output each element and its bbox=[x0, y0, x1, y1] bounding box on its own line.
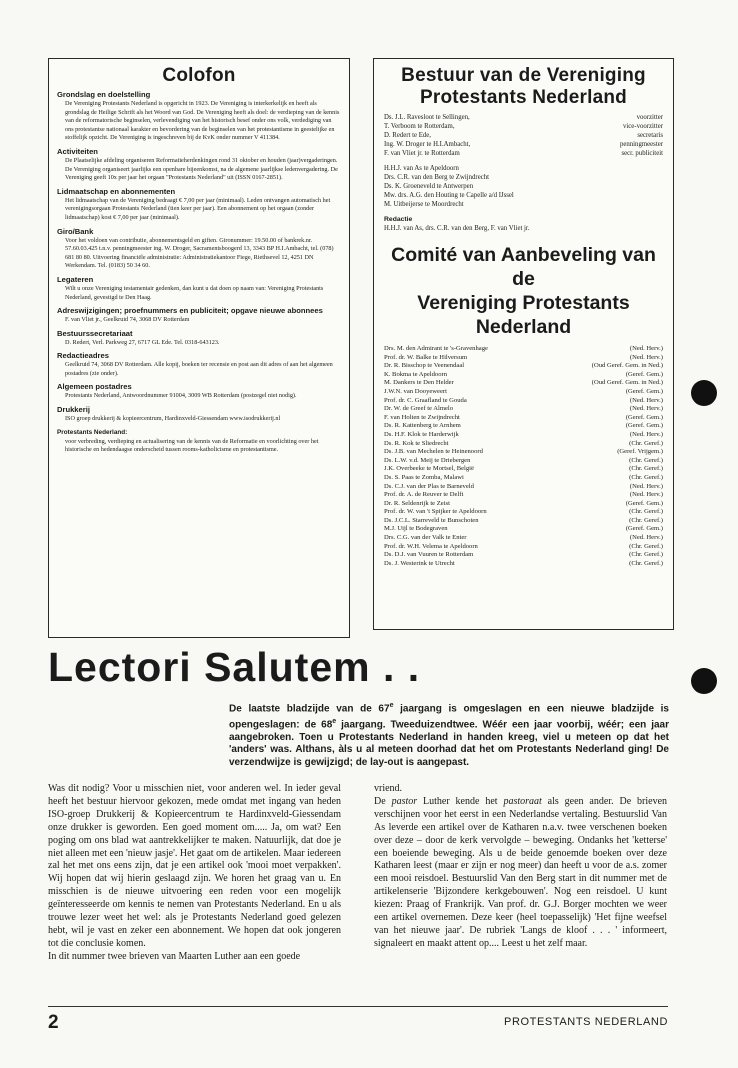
col2-emphasis-1: pastor bbox=[391, 795, 418, 807]
footer-publication-title: PROTESTANTS NEDERLAND bbox=[504, 1016, 668, 1028]
article-column-2 bbox=[374, 783, 667, 951]
colofon-section-heading: Drukkerij bbox=[57, 405, 90, 415]
comite-member-name: Prof. dr. A. de Reuver te Delft bbox=[384, 491, 464, 499]
comite-member-name: J.K. Overbeeke te Mortsel, België bbox=[384, 465, 474, 473]
colofon-section-text: Wilt u onze Vereniging testamentair gedenken, dan kunt u dat doen op naam van: Vereniging Protestants Nederland, gevestigd te Den Haag. bbox=[65, 284, 324, 301]
redactie-label: Redactie bbox=[384, 216, 413, 223]
col2-text-c: als geen ander. De brieven verschijnen voor het eerst in een Nederlandse vertaling. Bestuurslid Van As leverde een artikel over de Katharen n.a.v. twee verschenen boeken over deze – door de kerk vervolgde – beweging. Ondanks het 'ketterse' een boeiende beweging. Als u de beide genoemde boeken over deze Katharen leest (maar er zijn er nog meer) dan heeft u voor de a.s. zomer een mooi reisdoel. Bestuurslid Van den Berg start in dit nummer met de artikelenserie 'Bijzondere kerkgebouwen'. Nog een reisdoel. U kunt kiezen: Praag of Frankrijk. Van prof. dr. G.J. Borger mochten we weer een artikel overnemen. Deze keer (heel toepasselijk) 'Het fijne weefsel van het nieuwe jaar'. De rubriek 'Langs de kloof . . . ' informeert, signaleert en maakt attent op.... Leest u het zelf maar. bbox=[374, 795, 668, 949]
comite-member-name: Prof. dr. W. Balke te Hilversum bbox=[384, 353, 468, 361]
colofon-section bbox=[57, 351, 341, 378]
bestuur-roles bbox=[620, 113, 663, 158]
bestuur-other-members bbox=[384, 164, 663, 209]
bestuur-other-member: H.H.J. van As te Apeldoorn bbox=[384, 165, 459, 172]
bestuur-member-role: voorzitter bbox=[636, 114, 663, 121]
colofon-section-text: Geelkruid 74, 3068 DV Rotterdam. Alle kopij, boeken ter recensie en post aan dit adres of aan het algemeen postadres (zie onder). bbox=[65, 361, 333, 377]
comite-member-church: (Geref. Gem.) bbox=[625, 370, 663, 378]
colofon-section-heading: Algemeen postadres bbox=[57, 382, 132, 392]
colofon-title: Colofon bbox=[162, 65, 236, 86]
bestuur-member-name: Ing. W. Droger te H.I.Ambacht, bbox=[384, 141, 471, 148]
article-intro bbox=[229, 700, 669, 769]
comite-member-name: Drs. M. den Admirant te 's-Gravenhage bbox=[384, 345, 488, 352]
comite-member-row bbox=[384, 388, 663, 397]
comite-member-row bbox=[384, 371, 663, 380]
comite-member-name: J.W.N. van Dooyeweert bbox=[384, 387, 447, 395]
bestuur-member-role: secretaris bbox=[637, 132, 663, 139]
bestuur-other-member: Mw. drs. A.G. den Houting te Capelle a/d IJssel bbox=[384, 192, 514, 199]
comite-member-row bbox=[384, 440, 663, 449]
colofon-section-text: Voor het voldoen van contributie, abonnementsgeld en giften. Gironummer: 19.50.00 of bankrek.nr. 57.60.03.425 t.n.v. penningmeester ing. W. Droger, Sacramentsboogerd 13, 3343 BP H.I.Ambacht, tel. (078) 681 80 80. Uitvoering financiële administratie: Administratiekantoor Fiege, Riethsevel 12, 4251 DN Werkendam. Tel. (0183) 50 34 60. bbox=[65, 236, 334, 270]
comite-member-row bbox=[384, 465, 663, 474]
comite-member-name: Ds. J. Westerink te Utrecht bbox=[384, 559, 455, 567]
comite-member-church: (Ned. Herv.) bbox=[629, 353, 663, 361]
bestuur-box bbox=[373, 58, 674, 630]
bestuur-member-name: Ds. J.L. Ravesloot te Sellingen, bbox=[384, 114, 470, 121]
comite-member-row bbox=[384, 414, 663, 423]
comite-member-row bbox=[384, 560, 663, 569]
bestuur-other-member: Drs. C.R. van den Berg te Zwijndrecht bbox=[384, 174, 490, 181]
colofon-section-heading: Redactieadres bbox=[57, 351, 109, 361]
redactie-text: H.H.J. van As, drs. C.R. van den Berg, F. van Vliet jr. bbox=[384, 225, 530, 232]
comite-member-church: (Chr. Geref.) bbox=[629, 465, 663, 473]
comite-member-church: (Geref. Vrijgem.) bbox=[617, 448, 663, 456]
comite-member-church: (Chr. Geref.) bbox=[629, 542, 663, 550]
bestuur-member-role: penningmeester bbox=[619, 141, 663, 148]
bestuur-member-name: D. Redert te Ede, bbox=[384, 132, 431, 139]
column-1-paragraph-1: Was dit nodig? Voor u misschien niet, voor anderen wel. In ieder geval heeft het bestuur hiervoor gekozen, mede omdat met ingang van heden ISO-groep Drukkerij & Kopieercentrum te Hardinxveld-Giessendam onze drukker is geworden. Een goed moment om..... Ja, om wat? Een poging om ons blad wat aantrekkelijker te maken. Natuurlijk, dat doe je niet alleen met een 'nieuw jasje'. Het gaat om de artikelen. Maar iedereen zal het met ons eens zijn, dat je een artikel ook 'mooi moet verpakken'. Wij hopen dat wij hierin geslaagd zijn. We horen het graag van u. En misschien is de nieuwe uitvoering een reden voor een mogelijk geïnteresseerde om kennis te nemen van Protestants Nederland. En u als trouwe lezer weet het wel: als je Protestants Nederland goed gelezen hebt, wil je vast en zeker een abonnement. We hopen dat ook jongeren tot die conclusie komen. bbox=[48, 783, 341, 949]
colofon-box bbox=[48, 58, 350, 638]
intro-part-1: De laatste bladzijde van de 67 bbox=[229, 703, 390, 715]
colofon-section-text: voor verbreding, verdieping en actualisering van de kennis van de Reformatie en voorlichting over het historische en hedendaagse onderscheid tussen rooms-katholicisme en protestantisme. bbox=[65, 437, 319, 454]
colofon-section bbox=[57, 405, 341, 424]
comite-member-church: (Geref. Gem.) bbox=[625, 422, 663, 430]
comite-member-church: (Ned. Herv.) bbox=[629, 534, 663, 542]
comite-member-row bbox=[384, 500, 663, 509]
comite-member-row bbox=[384, 397, 663, 406]
article-column-1 bbox=[48, 783, 341, 964]
comite-member-church: (Oud Geref. Gem. in Ned.) bbox=[591, 379, 663, 387]
colofon-section-heading: Protestants Nederland: bbox=[57, 428, 128, 436]
bestuur-title-line1: Bestuur van de Vereniging bbox=[401, 65, 646, 86]
comite-member-church: (Geref. Gem.) bbox=[625, 499, 663, 507]
binder-hole-bottom bbox=[691, 668, 717, 694]
bestuur-member-name: F. van Vliet jr. te Rotterdam bbox=[384, 150, 460, 157]
column-1-paragraph-2: In dit nummer twee brieven van Maarten Luther aan een goede bbox=[48, 950, 301, 962]
colofon-section-text: Protestants Nederland, Antwoordnummer 91004, 3009 WB Rotterdam (postzegel niet nodig). bbox=[65, 392, 297, 400]
comite-member-row bbox=[384, 362, 663, 371]
comite-member-row bbox=[384, 491, 663, 500]
colofon-section-heading: Giro/Bank bbox=[57, 226, 94, 236]
comite-member-name: Ds. J.C.L. Starreveld te Bunschoten bbox=[384, 516, 479, 524]
colofon-section bbox=[57, 147, 341, 183]
comite-member-church: (Geref. Gem.) bbox=[625, 525, 663, 533]
comite-member-name: Ds. J.B. van Mechelen te Heinenoord bbox=[384, 448, 483, 456]
comite-member-name: Ds. R. Kattenberg te Arnhem bbox=[384, 422, 461, 430]
colofon-section-text: ISO groep drukkerij & kopieercentrum, Hardinxveld-Giessendam www.isodrukkerij.nl bbox=[65, 415, 281, 423]
colofon-sections bbox=[57, 90, 341, 455]
intro-sup-2: e bbox=[332, 717, 337, 725]
comite-member-church: (Chr. Geref.) bbox=[629, 508, 663, 516]
comite-member-name: Ds. C.J. van der Plas te Barneveld bbox=[384, 482, 474, 490]
bestuur-member-name: T. Verboom te Rotterdam, bbox=[384, 123, 455, 130]
comite-member-name: M.J. Uijl te Bodegraven bbox=[384, 525, 448, 533]
comite-member-name: Dr. R. Bisschop te Veenendaal bbox=[384, 362, 465, 370]
comite-member-church: (Chr. Geref.) bbox=[629, 439, 663, 447]
comite-member-name: Ds. R. Kok te Sliedrecht bbox=[384, 439, 449, 447]
comite-member-name: Dr. W. de Greef te Almelo bbox=[384, 405, 454, 413]
comite-member-row bbox=[384, 405, 663, 414]
comite-member-row bbox=[384, 345, 663, 354]
intro-sup-1: e bbox=[389, 702, 394, 709]
comite-member-name: K. Bokma te Apeldoorn bbox=[384, 370, 447, 378]
comite-member-name: Drs. C.G. van der Valk te Enter bbox=[384, 534, 467, 542]
comite-member-name: Ds. H.F. Klok te Harderwijk bbox=[384, 430, 459, 438]
comite-member-name: Prof. dr. W.H. Velema te Apeldoorn bbox=[384, 542, 478, 550]
colofon-section bbox=[57, 187, 341, 223]
comite-member-church: (Ned. Herv.) bbox=[629, 430, 663, 438]
page-number: 2 bbox=[48, 1012, 59, 1033]
colofon-section-heading: Activiteiten bbox=[57, 146, 98, 156]
comite-member-row bbox=[384, 508, 663, 517]
comite-member-row bbox=[384, 422, 663, 431]
bestuur-title bbox=[384, 65, 663, 109]
bestuur-names bbox=[384, 113, 470, 158]
comite-member-row bbox=[384, 448, 663, 457]
colofon-section-text: De Plaatselijke afdeling organiseren Reformatieherdenkingen rond 31 oktober en houden (jaar)vergaderingen. De Vereniging organiseert jaarlijks een openbare bijeenkomst, na de algemene jaarlijkse ledenvergadering. De Vereniging geeft 10x per jaar het orgaan "Protestants Nederland" uit (ISSN 0167-2851). bbox=[65, 156, 338, 182]
comite-member-church: (Ned. Herv.) bbox=[629, 345, 663, 352]
bestuur-other-member: Ds. K. Groeneveld te Antwerpen bbox=[384, 183, 474, 190]
comite-member-row bbox=[384, 517, 663, 526]
colofon-section bbox=[57, 275, 341, 302]
comite-member-name: Ds. L.W. v.d. Meij te Driebergen bbox=[384, 456, 471, 464]
comite-member-church: (Chr. Geref.) bbox=[629, 473, 663, 481]
comite-member-name: Prof. dr. C. Graafland te Gouda bbox=[384, 396, 467, 404]
colofon-section-heading: Grondslag en doelstelling bbox=[57, 90, 151, 99]
bestuur-other-member: M. Uitbeijerse te Moordrecht bbox=[384, 201, 464, 208]
comite-member-name: Ds. D.J. van Vuuren te Rotterdam bbox=[384, 551, 474, 559]
colofon-section bbox=[57, 428, 341, 455]
intro-part-2: jaargang is omgeslagen en een nieuwe bladzijde is opengeslagen: de 68 bbox=[229, 703, 669, 731]
colofon-section-heading: Adreswijzigingen; proefnummers en publiciteit; opgave nieuwe abonnees bbox=[57, 306, 323, 316]
colofon-section bbox=[57, 227, 341, 271]
comite-member-church: (Ned. Herv.) bbox=[629, 405, 663, 413]
comite-member-row bbox=[384, 543, 663, 552]
article-title: Lectori Salutem . . bbox=[48, 644, 421, 690]
comite-title bbox=[384, 243, 663, 339]
bestuur-members bbox=[384, 113, 663, 158]
comite-member-name: Ds. S. Paas te Zomba, Malawi bbox=[384, 473, 464, 481]
comite-member-row bbox=[384, 431, 663, 440]
comite-member-church: (Ned. Herv.) bbox=[629, 396, 663, 404]
bestuur-member-role: vice-voorzitter bbox=[622, 123, 663, 130]
comite-member-church: (Ned. Herv.) bbox=[629, 491, 663, 499]
col2-text-a: De bbox=[374, 795, 392, 807]
colofon-section-text: F. van Vliet jr., Geelkruid 74, 3068 DV Rotterdam bbox=[65, 316, 190, 324]
comite-member-row bbox=[384, 354, 663, 363]
colofon-section bbox=[57, 329, 341, 348]
colofon-section bbox=[57, 382, 341, 401]
footer-rule bbox=[48, 1006, 668, 1007]
colofon-section-text: De Vereniging Protestants Nederland is opgericht in 1923. De Vereniging is interkerkelijk en heeft als grondslag de Heilige Schrift als het Woord van God. De Vereniging heeft als doel: de verdieping van de kennis van de reformatorische beginselen, verlevendiging van het historisch besef onder ons volk, verdediging van ons protestantse nationaal karakter en bevordering van de beginselen van het protestantisme in geestelijke en stoffelijk opzicht. De Vereniging is ingeschreven bij de KvK onder nummer V 411384. bbox=[65, 100, 340, 142]
colofon-section-text: Het lidmaatschap van de Vereniging bedraagt € 7,00 per jaar (minimaal). Leden ontvangen automatisch het verenigingsorgaan Protestants Nederland (tien keer per jaar). Een abonnement op het orgaan (zonder lidmaatschap) kost € 7,00 per jaar (minimaal). bbox=[65, 196, 331, 221]
comite-member-church: (Chr. Geref.) bbox=[629, 456, 663, 464]
colofon-section-heading: Lidmaatschap en abonnementen bbox=[57, 186, 176, 196]
comite-member-row bbox=[384, 525, 663, 534]
comite-member-church: (Chr. Geref.) bbox=[629, 516, 663, 524]
comite-member-church: (Chr. Geref.) bbox=[629, 551, 663, 559]
col2-text-b: Luther kende het bbox=[417, 795, 504, 807]
comite-member-row bbox=[384, 551, 663, 560]
bestuur-title-line2: Protestants Nederland bbox=[420, 87, 627, 108]
comite-member-row bbox=[384, 483, 663, 492]
comite-member-name: Prof. dr. W. van 't Spijker te Apeldoorn bbox=[384, 508, 487, 516]
comite-member-church: (Geref. Gem.) bbox=[625, 387, 663, 395]
comite-member-row bbox=[384, 474, 663, 483]
comite-list bbox=[384, 345, 663, 568]
comite-member-row bbox=[384, 534, 663, 543]
column-2-paragraph-1: vriend. bbox=[374, 783, 403, 794]
comite-title-line1: Comité van Aanbeveling van de bbox=[391, 244, 656, 290]
comite-member-name: M. Dankers te Den Helder bbox=[384, 379, 454, 387]
comite-member-row bbox=[384, 379, 663, 388]
comite-member-name: F. van Holten te Zwijndrecht bbox=[384, 413, 460, 421]
comite-member-church: (Geref. Gem.) bbox=[625, 413, 663, 421]
comite-member-name: Dr. R. Seldenrijk te Zeist bbox=[384, 499, 450, 507]
column-2-paragraph-2 bbox=[374, 796, 667, 951]
binder-hole-top bbox=[691, 380, 717, 406]
intro-part-3: jaargang. Tweeduizendtwee. Wéér een jaar voorbij, wéér; een jaar aangebroken. Toen u Protestants Nederland in handen kreeg, viel u meteen op dat het 'anders' was. Althans, àls u al meteen doorhad dat het om Protestants Nederland ging! De verzendwijze is gewijzigd; de lay-out is aangepast. bbox=[229, 719, 669, 768]
comite-member-church: (Oud Geref. Gem. in Ned.) bbox=[591, 362, 663, 370]
comite-member-row bbox=[384, 457, 663, 466]
colofon-section-text: D. Redert, Verl. Parkweg 27, 6717 GL Ede. Tel. 0318-643123. bbox=[65, 338, 220, 346]
col2-emphasis-2: pastoraat bbox=[503, 795, 542, 807]
colofon-section bbox=[57, 90, 341, 143]
comite-member-church: (Chr. Geref.) bbox=[629, 559, 663, 567]
colofon-section-heading: Bestuurssecretariaat bbox=[57, 328, 133, 338]
comite-title-line2: Vereniging Protestants Nederland bbox=[417, 292, 630, 338]
colofon-section-heading: Legateren bbox=[57, 274, 94, 284]
bestuur-member-role: secr. publiciteit bbox=[621, 150, 663, 157]
colofon-section bbox=[57, 306, 341, 325]
comite-member-church: (Ned. Herv.) bbox=[629, 482, 663, 490]
